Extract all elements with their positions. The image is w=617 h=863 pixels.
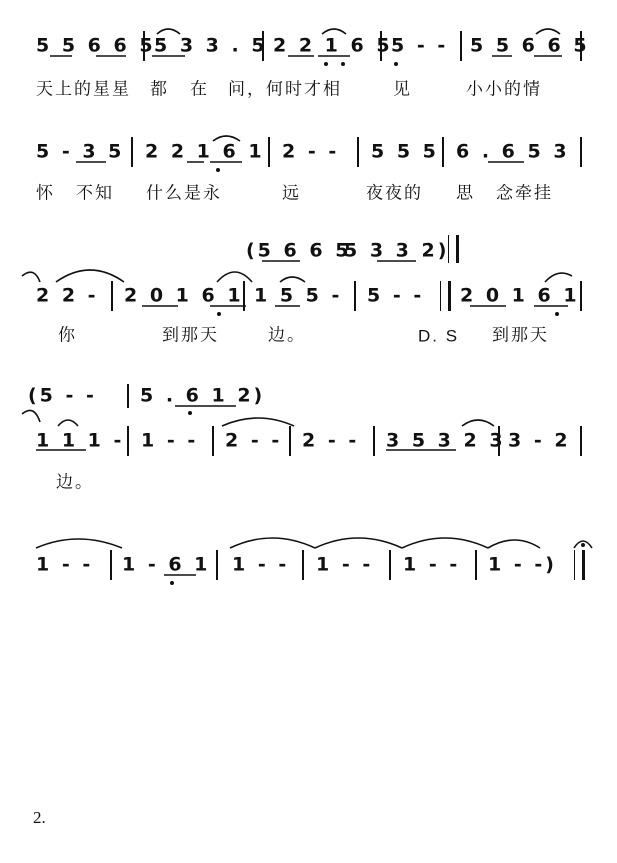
repeat-double-barline [448, 235, 459, 263]
measure-notes: 1 5 5 - [254, 284, 343, 307]
slur [545, 273, 572, 282]
barline [475, 550, 477, 580]
slur [217, 272, 252, 282]
intro-notes: 5 3 3 2) [344, 239, 450, 262]
intro-notes: 5 . 6 1 2) [140, 384, 266, 407]
lyric-text: 在 [190, 79, 209, 100]
barline [357, 137, 359, 167]
barline [111, 281, 113, 311]
tie [22, 272, 40, 282]
lyric-text: 天上的星星 [36, 79, 131, 100]
measure-notes: 1 - - [232, 553, 290, 576]
lyric-text: 都 [150, 79, 169, 100]
measure-notes: 6 . 6 5 3 [456, 140, 570, 163]
barline [143, 31, 145, 61]
lyric-text: 什么是永 [146, 183, 222, 204]
lyric-text: 到那天 [162, 325, 219, 346]
barline [580, 31, 582, 61]
final-barline [574, 550, 585, 580]
measure-notes: 2 - - [302, 429, 360, 452]
score-row-2 [0, 140, 617, 163]
score-row-4 [0, 429, 617, 452]
low-octave-dot [394, 62, 398, 66]
barline [212, 426, 214, 456]
low-octave-dot [216, 168, 220, 172]
measure-notes: 2 2 1 6 5 [273, 34, 393, 57]
barline [380, 31, 382, 61]
barline [262, 31, 264, 61]
slur [488, 540, 540, 548]
barline [110, 550, 112, 580]
measure-notes: 5 - - [391, 34, 449, 57]
barline [580, 137, 582, 167]
measure-notes: 5 5 5 [371, 140, 439, 163]
measure-notes: 2 0 1 6 1 [124, 284, 244, 307]
measure-notes: 1 - - [403, 553, 461, 576]
intro-row-4 [0, 384, 617, 407]
lyric-text: 念牵挂 [496, 183, 553, 204]
lyric-text: 小小的情 [466, 79, 542, 100]
lyric-text: 思 [456, 183, 475, 204]
barline [216, 550, 218, 580]
page-number: 2. [33, 808, 46, 827]
barline [127, 384, 129, 408]
lyric-row-4 [0, 472, 617, 493]
slur [230, 538, 315, 548]
barline [580, 281, 582, 311]
measure-notes: 5 - - [367, 284, 425, 307]
slur [36, 539, 122, 548]
low-octave-dot [555, 312, 559, 316]
score-row-5 [0, 553, 617, 576]
intro-row-3 [0, 239, 617, 262]
low-octave-dot [341, 62, 345, 66]
intro-notes: (5 - - [28, 384, 97, 407]
lyric-row-2 [0, 183, 617, 204]
measure-notes: 1 - 6 1 [122, 553, 211, 576]
lyric-text: 边。 [268, 325, 306, 346]
measure-notes: 1 - - [316, 553, 374, 576]
low-octave-dot [170, 581, 174, 585]
lyric-text: 到那天 [492, 325, 549, 346]
barline [243, 281, 245, 311]
barline [460, 31, 462, 61]
measure-notes: 2 - - [282, 140, 340, 163]
barline [580, 426, 582, 456]
measure-notes: 5 3 3 . 5 [154, 34, 268, 57]
lyric-text: 你 [58, 325, 77, 346]
slur [157, 29, 180, 34]
slur [56, 270, 124, 282]
measure-notes: 2 2 - [36, 284, 99, 307]
barline [302, 550, 304, 580]
lyric-text: D. S [418, 326, 460, 346]
measure-notes: 1 - - [141, 429, 199, 452]
measure-notes: 5 5 6 6 5 [470, 34, 590, 57]
slur [462, 420, 494, 426]
slur [58, 420, 78, 426]
tie [22, 410, 40, 422]
barline [131, 137, 133, 167]
barline [354, 281, 356, 311]
slur [222, 418, 294, 426]
fermata-arc [574, 541, 592, 548]
barline [127, 426, 129, 456]
slur [322, 29, 346, 34]
lyric-text: 问，何时才相 [228, 79, 342, 100]
lyric-text: 怀 [36, 183, 55, 204]
low-octave-dot [188, 411, 192, 415]
lyric-text: 夜夜的 [366, 183, 423, 204]
measure-notes: 3 5 3 2 3 [386, 429, 506, 452]
score-row-3 [0, 284, 617, 307]
measure-notes: 5 5 6 6 5 [36, 34, 156, 57]
measure-notes: 3 - 2 [508, 429, 571, 452]
barline [498, 426, 500, 456]
measure-notes: 1 - -) [488, 553, 557, 576]
barline [268, 137, 270, 167]
lyric-text: 不知 [76, 183, 114, 204]
slur [315, 538, 402, 548]
lyric-text: 边。 [56, 472, 94, 493]
intro-notes: (5 6 6 5 [246, 239, 352, 262]
slur [280, 277, 305, 282]
slur [536, 29, 560, 34]
measure-notes: 2 2 1 6 1 [145, 140, 265, 163]
barline [389, 550, 391, 580]
measure-notes: 1 - - [36, 553, 94, 576]
barline [373, 426, 375, 456]
barline [442, 137, 444, 167]
lyric-row-1 [0, 79, 617, 100]
score-row-1 [0, 34, 617, 57]
barline [289, 426, 291, 456]
low-octave-dot [217, 312, 221, 316]
fermata-dot [581, 543, 585, 547]
measure-notes: 2 - - [225, 429, 283, 452]
slur [402, 538, 488, 548]
lyric-row-3 [0, 325, 617, 346]
low-octave-dot [324, 62, 328, 66]
double-barline [440, 281, 451, 311]
measure-notes: 1 1 1 - [36, 429, 125, 452]
measure-notes: 2 0 1 6 1 [460, 284, 580, 307]
lyric-text: 见 [393, 79, 412, 100]
measure-notes: 5 - 3 5 [36, 140, 125, 163]
lyric-text: 远 [282, 183, 301, 204]
